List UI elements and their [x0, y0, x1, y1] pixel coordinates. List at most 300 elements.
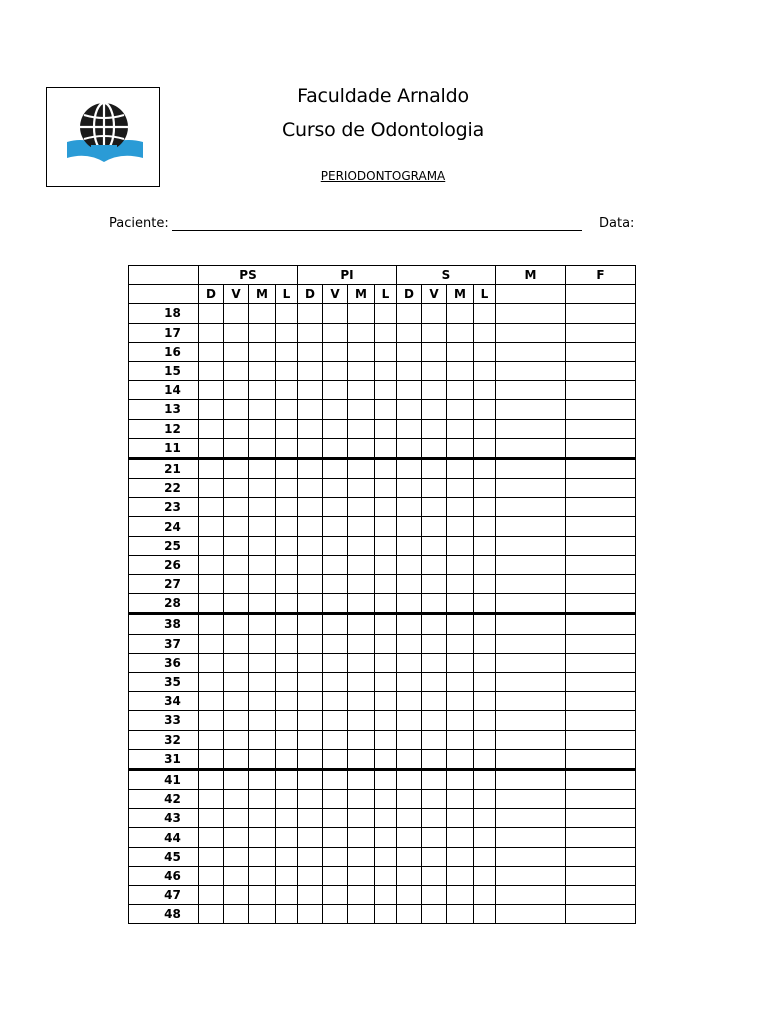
measurement-cell[interactable]: [199, 692, 224, 711]
measurement-cell[interactable]: [566, 555, 636, 574]
measurement-cell[interactable]: [298, 536, 323, 555]
measurement-cell[interactable]: [249, 400, 276, 419]
measurement-cell[interactable]: [298, 730, 323, 749]
measurement-cell[interactable]: [348, 438, 375, 458]
measurement-cell[interactable]: [397, 828, 422, 847]
measurement-cell[interactable]: [474, 594, 496, 614]
measurement-cell[interactable]: [348, 847, 375, 866]
measurement-cell[interactable]: [323, 304, 348, 323]
measurement-cell[interactable]: [397, 517, 422, 536]
measurement-cell[interactable]: [496, 809, 566, 828]
measurement-cell[interactable]: [323, 828, 348, 847]
measurement-cell[interactable]: [375, 711, 397, 730]
measurement-cell[interactable]: [323, 711, 348, 730]
measurement-cell[interactable]: [224, 769, 249, 789]
measurement-cell[interactable]: [422, 847, 447, 866]
measurement-cell[interactable]: [422, 498, 447, 517]
measurement-cell[interactable]: [375, 536, 397, 555]
measurement-cell[interactable]: [298, 458, 323, 478]
measurement-cell[interactable]: [348, 614, 375, 634]
measurement-cell[interactable]: [496, 479, 566, 498]
measurement-cell[interactable]: [566, 866, 636, 885]
measurement-cell[interactable]: [474, 555, 496, 574]
measurement-cell[interactable]: [422, 400, 447, 419]
measurement-cell[interactable]: [375, 828, 397, 847]
measurement-cell[interactable]: [474, 769, 496, 789]
measurement-cell[interactable]: [566, 905, 636, 924]
measurement-cell[interactable]: [249, 886, 276, 905]
measurement-cell[interactable]: [397, 536, 422, 555]
measurement-cell[interactable]: [323, 438, 348, 458]
measurement-cell[interactable]: [422, 905, 447, 924]
measurement-cell[interactable]: [298, 575, 323, 594]
measurement-cell[interactable]: [496, 536, 566, 555]
measurement-cell[interactable]: [422, 304, 447, 323]
measurement-cell[interactable]: [224, 517, 249, 536]
measurement-cell[interactable]: [566, 304, 636, 323]
measurement-cell[interactable]: [375, 323, 397, 342]
measurement-cell[interactable]: [224, 536, 249, 555]
measurement-cell[interactable]: [566, 886, 636, 905]
measurement-cell[interactable]: [298, 400, 323, 419]
measurement-cell[interactable]: [447, 672, 474, 691]
measurement-cell[interactable]: [323, 769, 348, 789]
measurement-cell[interactable]: [224, 809, 249, 828]
measurement-cell[interactable]: [249, 498, 276, 517]
measurement-cell[interactable]: [397, 594, 422, 614]
measurement-cell[interactable]: [276, 594, 298, 614]
measurement-cell[interactable]: [249, 536, 276, 555]
measurement-cell[interactable]: [447, 555, 474, 574]
measurement-cell[interactable]: [276, 790, 298, 809]
measurement-cell[interactable]: [496, 594, 566, 614]
measurement-cell[interactable]: [496, 769, 566, 789]
measurement-cell[interactable]: [298, 769, 323, 789]
measurement-cell[interactable]: [474, 458, 496, 478]
measurement-cell[interactable]: [224, 342, 249, 361]
measurement-cell[interactable]: [422, 479, 447, 498]
measurement-cell[interactable]: [496, 711, 566, 730]
measurement-cell[interactable]: [224, 847, 249, 866]
measurement-cell[interactable]: [199, 419, 224, 438]
measurement-cell[interactable]: [566, 730, 636, 749]
measurement-cell[interactable]: [298, 672, 323, 691]
measurement-cell[interactable]: [447, 790, 474, 809]
measurement-cell[interactable]: [298, 555, 323, 574]
measurement-cell[interactable]: [323, 419, 348, 438]
measurement-cell[interactable]: [447, 304, 474, 323]
measurement-cell[interactable]: [397, 419, 422, 438]
measurement-cell[interactable]: [276, 438, 298, 458]
measurement-cell[interactable]: [276, 905, 298, 924]
measurement-cell[interactable]: [474, 419, 496, 438]
measurement-cell[interactable]: [566, 381, 636, 400]
measurement-cell[interactable]: [474, 730, 496, 749]
measurement-cell[interactable]: [422, 730, 447, 749]
measurement-cell[interactable]: [566, 790, 636, 809]
measurement-cell[interactable]: [375, 653, 397, 672]
measurement-cell[interactable]: [276, 711, 298, 730]
measurement-cell[interactable]: [249, 517, 276, 536]
measurement-cell[interactable]: [323, 730, 348, 749]
measurement-cell[interactable]: [199, 730, 224, 749]
measurement-cell[interactable]: [224, 498, 249, 517]
measurement-cell[interactable]: [249, 809, 276, 828]
measurement-cell[interactable]: [348, 828, 375, 847]
measurement-cell[interactable]: [566, 594, 636, 614]
measurement-cell[interactable]: [375, 498, 397, 517]
measurement-cell[interactable]: [422, 419, 447, 438]
measurement-cell[interactable]: [447, 847, 474, 866]
measurement-cell[interactable]: [298, 886, 323, 905]
measurement-cell[interactable]: [566, 828, 636, 847]
measurement-cell[interactable]: [249, 634, 276, 653]
measurement-cell[interactable]: [348, 653, 375, 672]
measurement-cell[interactable]: [323, 594, 348, 614]
measurement-cell[interactable]: [199, 847, 224, 866]
measurement-cell[interactable]: [348, 419, 375, 438]
measurement-cell[interactable]: [566, 769, 636, 789]
measurement-cell[interactable]: [348, 361, 375, 380]
measurement-cell[interactable]: [474, 323, 496, 342]
measurement-cell[interactable]: [397, 323, 422, 342]
measurement-cell[interactable]: [249, 866, 276, 885]
measurement-cell[interactable]: [348, 905, 375, 924]
measurement-cell[interactable]: [199, 498, 224, 517]
measurement-cell[interactable]: [496, 828, 566, 847]
measurement-cell[interactable]: [298, 790, 323, 809]
measurement-cell[interactable]: [474, 634, 496, 653]
measurement-cell[interactable]: [298, 711, 323, 730]
measurement-cell[interactable]: [199, 634, 224, 653]
measurement-cell[interactable]: [323, 886, 348, 905]
measurement-cell[interactable]: [496, 749, 566, 769]
measurement-cell[interactable]: [276, 361, 298, 380]
measurement-cell[interactable]: [375, 381, 397, 400]
measurement-cell[interactable]: [496, 323, 566, 342]
measurement-cell[interactable]: [323, 458, 348, 478]
measurement-cell[interactable]: [496, 400, 566, 419]
measurement-cell[interactable]: [397, 730, 422, 749]
measurement-cell[interactable]: [249, 847, 276, 866]
measurement-cell[interactable]: [199, 342, 224, 361]
measurement-cell[interactable]: [397, 790, 422, 809]
measurement-cell[interactable]: [224, 419, 249, 438]
measurement-cell[interactable]: [397, 479, 422, 498]
measurement-cell[interactable]: [474, 498, 496, 517]
measurement-cell[interactable]: [348, 517, 375, 536]
measurement-cell[interactable]: [276, 866, 298, 885]
measurement-cell[interactable]: [397, 342, 422, 361]
measurement-cell[interactable]: [276, 809, 298, 828]
measurement-cell[interactable]: [323, 809, 348, 828]
measurement-cell[interactable]: [348, 575, 375, 594]
measurement-cell[interactable]: [298, 419, 323, 438]
measurement-cell[interactable]: [348, 769, 375, 789]
measurement-cell[interactable]: [447, 458, 474, 478]
measurement-cell[interactable]: [447, 749, 474, 769]
measurement-cell[interactable]: [566, 672, 636, 691]
measurement-cell[interactable]: [249, 438, 276, 458]
measurement-cell[interactable]: [348, 400, 375, 419]
measurement-cell[interactable]: [375, 866, 397, 885]
measurement-cell[interactable]: [447, 419, 474, 438]
measurement-cell[interactable]: [224, 575, 249, 594]
measurement-cell[interactable]: [224, 653, 249, 672]
measurement-cell[interactable]: [298, 323, 323, 342]
measurement-cell[interactable]: [276, 634, 298, 653]
measurement-cell[interactable]: [397, 614, 422, 634]
measurement-cell[interactable]: [496, 730, 566, 749]
measurement-cell[interactable]: [447, 828, 474, 847]
measurement-cell[interactable]: [422, 575, 447, 594]
measurement-cell[interactable]: [298, 749, 323, 769]
measurement-cell[interactable]: [397, 653, 422, 672]
measurement-cell[interactable]: [199, 769, 224, 789]
measurement-cell[interactable]: [224, 828, 249, 847]
measurement-cell[interactable]: [323, 614, 348, 634]
measurement-cell[interactable]: [224, 905, 249, 924]
measurement-cell[interactable]: [422, 381, 447, 400]
measurement-cell[interactable]: [199, 479, 224, 498]
measurement-cell[interactable]: [323, 400, 348, 419]
measurement-cell[interactable]: [276, 653, 298, 672]
measurement-cell[interactable]: [496, 886, 566, 905]
measurement-cell[interactable]: [447, 769, 474, 789]
measurement-cell[interactable]: [348, 672, 375, 691]
measurement-cell[interactable]: [422, 634, 447, 653]
measurement-cell[interactable]: [397, 769, 422, 789]
measurement-cell[interactable]: [566, 749, 636, 769]
measurement-cell[interactable]: [422, 653, 447, 672]
measurement-cell[interactable]: [199, 438, 224, 458]
measurement-cell[interactable]: [566, 809, 636, 828]
measurement-cell[interactable]: [249, 692, 276, 711]
measurement-cell[interactable]: [199, 517, 224, 536]
measurement-cell[interactable]: [348, 304, 375, 323]
measurement-cell[interactable]: [276, 342, 298, 361]
measurement-cell[interactable]: [397, 304, 422, 323]
measurement-cell[interactable]: [375, 419, 397, 438]
measurement-cell[interactable]: [224, 304, 249, 323]
measurement-cell[interactable]: [474, 517, 496, 536]
measurement-cell[interactable]: [375, 692, 397, 711]
measurement-cell[interactable]: [474, 809, 496, 828]
measurement-cell[interactable]: [447, 711, 474, 730]
measurement-cell[interactable]: [249, 594, 276, 614]
measurement-cell[interactable]: [249, 828, 276, 847]
measurement-cell[interactable]: [474, 886, 496, 905]
measurement-cell[interactable]: [447, 361, 474, 380]
measurement-cell[interactable]: [224, 886, 249, 905]
measurement-cell[interactable]: [199, 790, 224, 809]
measurement-cell[interactable]: [422, 711, 447, 730]
measurement-cell[interactable]: [566, 517, 636, 536]
measurement-cell[interactable]: [566, 536, 636, 555]
measurement-cell[interactable]: [474, 304, 496, 323]
measurement-cell[interactable]: [199, 672, 224, 691]
measurement-cell[interactable]: [323, 498, 348, 517]
measurement-cell[interactable]: [298, 809, 323, 828]
measurement-cell[interactable]: [276, 517, 298, 536]
measurement-cell[interactable]: [375, 361, 397, 380]
measurement-cell[interactable]: [276, 536, 298, 555]
measurement-cell[interactable]: [474, 536, 496, 555]
measurement-cell[interactable]: [397, 381, 422, 400]
measurement-cell[interactable]: [249, 304, 276, 323]
measurement-cell[interactable]: [224, 692, 249, 711]
measurement-cell[interactable]: [375, 400, 397, 419]
measurement-cell[interactable]: [348, 536, 375, 555]
measurement-cell[interactable]: [323, 517, 348, 536]
measurement-cell[interactable]: [298, 692, 323, 711]
measurement-cell[interactable]: [224, 479, 249, 498]
measurement-cell[interactable]: [348, 498, 375, 517]
measurement-cell[interactable]: [474, 381, 496, 400]
measurement-cell[interactable]: [397, 847, 422, 866]
measurement-cell[interactable]: [224, 614, 249, 634]
measurement-cell[interactable]: [566, 847, 636, 866]
measurement-cell[interactable]: [348, 730, 375, 749]
measurement-cell[interactable]: [422, 458, 447, 478]
measurement-cell[interactable]: [447, 614, 474, 634]
measurement-cell[interactable]: [298, 828, 323, 847]
measurement-cell[interactable]: [224, 866, 249, 885]
measurement-cell[interactable]: [422, 594, 447, 614]
measurement-cell[interactable]: [323, 323, 348, 342]
measurement-cell[interactable]: [447, 866, 474, 885]
measurement-cell[interactable]: [249, 730, 276, 749]
measurement-cell[interactable]: [249, 790, 276, 809]
measurement-cell[interactable]: [397, 692, 422, 711]
measurement-cell[interactable]: [276, 323, 298, 342]
measurement-cell[interactable]: [224, 400, 249, 419]
measurement-cell[interactable]: [249, 769, 276, 789]
measurement-cell[interactable]: [447, 400, 474, 419]
measurement-cell[interactable]: [276, 400, 298, 419]
measurement-cell[interactable]: [298, 498, 323, 517]
measurement-cell[interactable]: [276, 458, 298, 478]
measurement-cell[interactable]: [375, 342, 397, 361]
measurement-cell[interactable]: [375, 634, 397, 653]
measurement-cell[interactable]: [348, 749, 375, 769]
measurement-cell[interactable]: [566, 458, 636, 478]
measurement-cell[interactable]: [323, 866, 348, 885]
measurement-cell[interactable]: [474, 749, 496, 769]
measurement-cell[interactable]: [496, 419, 566, 438]
measurement-cell[interactable]: [566, 342, 636, 361]
measurement-cell[interactable]: [422, 536, 447, 555]
measurement-cell[interactable]: [496, 672, 566, 691]
measurement-cell[interactable]: [199, 575, 224, 594]
measurement-cell[interactable]: [276, 692, 298, 711]
measurement-cell[interactable]: [422, 614, 447, 634]
measurement-cell[interactable]: [422, 828, 447, 847]
measurement-cell[interactable]: [276, 419, 298, 438]
measurement-cell[interactable]: [224, 381, 249, 400]
measurement-cell[interactable]: [566, 692, 636, 711]
measurement-cell[interactable]: [348, 555, 375, 574]
measurement-cell[interactable]: [474, 692, 496, 711]
measurement-cell[interactable]: [566, 498, 636, 517]
measurement-cell[interactable]: [566, 634, 636, 653]
measurement-cell[interactable]: [422, 361, 447, 380]
measurement-cell[interactable]: [375, 304, 397, 323]
measurement-cell[interactable]: [276, 769, 298, 789]
measurement-cell[interactable]: [375, 614, 397, 634]
measurement-cell[interactable]: [249, 555, 276, 574]
measurement-cell[interactable]: [298, 634, 323, 653]
measurement-cell[interactable]: [447, 653, 474, 672]
measurement-cell[interactable]: [474, 847, 496, 866]
measurement-cell[interactable]: [422, 790, 447, 809]
measurement-cell[interactable]: [397, 749, 422, 769]
measurement-cell[interactable]: [224, 634, 249, 653]
measurement-cell[interactable]: [276, 847, 298, 866]
measurement-cell[interactable]: [496, 614, 566, 634]
measurement-cell[interactable]: [348, 866, 375, 885]
measurement-cell[interactable]: [348, 790, 375, 809]
measurement-cell[interactable]: [249, 342, 276, 361]
measurement-cell[interactable]: [375, 790, 397, 809]
measurement-cell[interactable]: [224, 594, 249, 614]
measurement-cell[interactable]: [474, 342, 496, 361]
measurement-cell[interactable]: [298, 517, 323, 536]
measurement-cell[interactable]: [397, 555, 422, 574]
measurement-cell[interactable]: [397, 905, 422, 924]
measurement-cell[interactable]: [566, 323, 636, 342]
measurement-cell[interactable]: [496, 866, 566, 885]
measurement-cell[interactable]: [323, 555, 348, 574]
measurement-cell[interactable]: [397, 438, 422, 458]
measurement-cell[interactable]: [375, 438, 397, 458]
measurement-cell[interactable]: [298, 479, 323, 498]
measurement-cell[interactable]: [323, 905, 348, 924]
measurement-cell[interactable]: [323, 749, 348, 769]
measurement-cell[interactable]: [323, 634, 348, 653]
measurement-cell[interactable]: [199, 536, 224, 555]
measurement-cell[interactable]: [224, 458, 249, 478]
measurement-cell[interactable]: [375, 847, 397, 866]
measurement-cell[interactable]: [474, 361, 496, 380]
measurement-cell[interactable]: [224, 555, 249, 574]
measurement-cell[interactable]: [249, 672, 276, 691]
measurement-cell[interactable]: [474, 653, 496, 672]
measurement-cell[interactable]: [348, 886, 375, 905]
measurement-cell[interactable]: [496, 381, 566, 400]
measurement-cell[interactable]: [422, 517, 447, 536]
measurement-cell[interactable]: [447, 381, 474, 400]
measurement-cell[interactable]: [375, 809, 397, 828]
measurement-cell[interactable]: [375, 479, 397, 498]
measurement-cell[interactable]: [199, 749, 224, 769]
measurement-cell[interactable]: [348, 692, 375, 711]
measurement-cell[interactable]: [224, 438, 249, 458]
measurement-cell[interactable]: [348, 458, 375, 478]
measurement-cell[interactable]: [199, 594, 224, 614]
measurement-cell[interactable]: [298, 847, 323, 866]
measurement-cell[interactable]: [397, 809, 422, 828]
measurement-cell[interactable]: [249, 614, 276, 634]
measurement-cell[interactable]: [447, 809, 474, 828]
measurement-cell[interactable]: [199, 361, 224, 380]
measurement-cell[interactable]: [447, 575, 474, 594]
measurement-cell[interactable]: [496, 342, 566, 361]
measurement-cell[interactable]: [298, 614, 323, 634]
measurement-cell[interactable]: [298, 342, 323, 361]
measurement-cell[interactable]: [474, 790, 496, 809]
measurement-cell[interactable]: [348, 381, 375, 400]
